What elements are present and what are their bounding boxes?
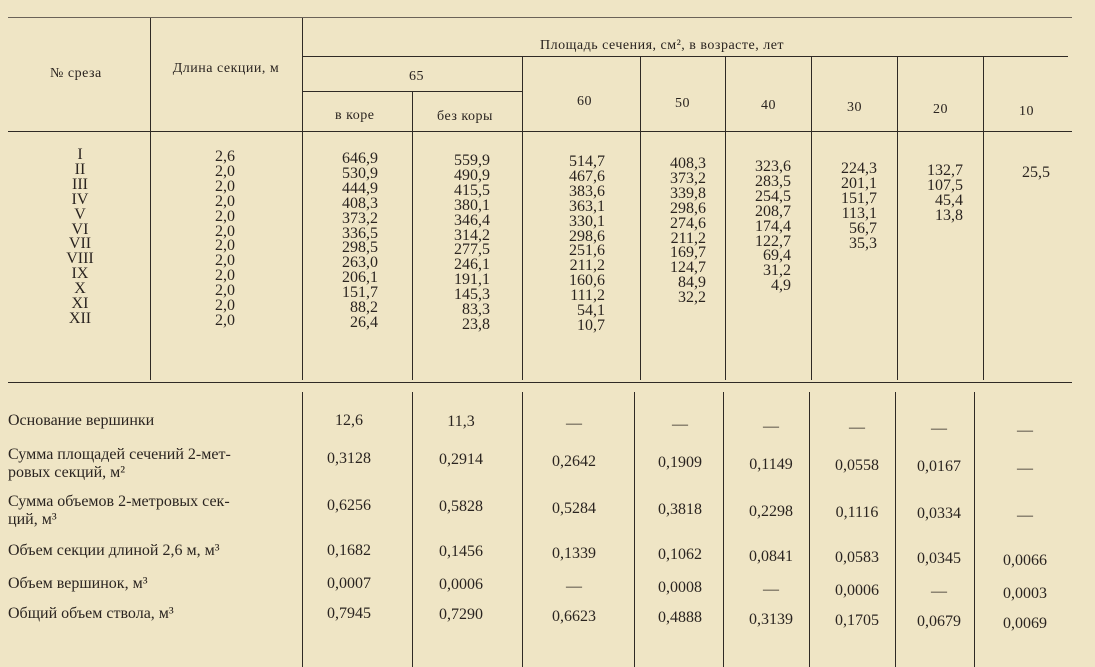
table-cell: 408,3 bbox=[670, 155, 706, 172]
table-cell: 13,8 bbox=[935, 206, 963, 224]
col-divider-8 bbox=[897, 56, 898, 380]
table-cell: 113,1 bbox=[841, 204, 877, 222]
table-cell: 363,1 bbox=[569, 197, 605, 215]
summary-cell: — bbox=[849, 419, 865, 436]
age-60-column bbox=[555, 155, 605, 334]
with-bark-column bbox=[328, 152, 378, 331]
table-cell: 490,9 bbox=[454, 166, 490, 184]
age-40-column bbox=[741, 160, 791, 294]
summary-cell: 0,0006 bbox=[835, 582, 879, 599]
header-age-65: 65 bbox=[409, 69, 424, 84]
table-cell: 31,2 bbox=[763, 262, 791, 280]
table-cell: 208,7 bbox=[755, 202, 791, 220]
table-cell: IV bbox=[71, 190, 89, 208]
header-without-bark: без коры bbox=[437, 109, 493, 124]
table-cell: 254,5 bbox=[755, 187, 791, 205]
table-cell: 467,6 bbox=[569, 167, 605, 185]
table-cell: 201,1 bbox=[841, 174, 877, 192]
header-age-20: 20 bbox=[933, 102, 948, 117]
section-length-column bbox=[205, 150, 245, 329]
table-cell: 339,8 bbox=[670, 184, 706, 202]
summary-cell: 0,1339 bbox=[552, 545, 596, 562]
table-cell: 514,7 bbox=[569, 153, 605, 170]
summary-cell: 0,0679 bbox=[917, 613, 961, 630]
header-age-50: 50 bbox=[675, 96, 690, 111]
summary-cell: — bbox=[931, 583, 947, 600]
table-cell: 206,1 bbox=[342, 269, 378, 287]
table-cell: 69,4 bbox=[763, 247, 791, 265]
table-cell: 151,7 bbox=[342, 284, 378, 302]
table-cell: 224,3 bbox=[841, 160, 877, 177]
table-cell: 251,6 bbox=[569, 242, 605, 260]
table-cell: 2,0 bbox=[215, 252, 235, 270]
summary-cell: 0,1682 bbox=[327, 542, 371, 559]
table-cell: 373,2 bbox=[670, 169, 706, 187]
table-cell: 373,2 bbox=[342, 209, 378, 227]
summary-cell: 0,2642 bbox=[552, 453, 596, 470]
summary-cell: 0,1705 bbox=[835, 612, 879, 629]
header-age-40: 40 bbox=[761, 98, 776, 113]
table-cell: 2,0 bbox=[215, 177, 235, 195]
summary-cell: 0,2914 bbox=[439, 451, 483, 468]
table-cell: 314,2 bbox=[454, 226, 490, 244]
table-cell: 277,5 bbox=[454, 241, 490, 259]
table-cell: 145,3 bbox=[454, 286, 490, 304]
summary-cell: 0,4888 bbox=[658, 609, 702, 626]
table-cell: XII bbox=[68, 309, 92, 327]
table-cell: XI bbox=[71, 295, 89, 313]
summary-cell: 0,3818 bbox=[658, 501, 702, 518]
table-cell: 330,1 bbox=[569, 212, 605, 230]
table-cell: 169,7 bbox=[670, 244, 706, 262]
table-top-rule bbox=[8, 17, 1072, 18]
table-cell: 54,1 bbox=[577, 302, 605, 320]
age-10-column bbox=[1000, 166, 1050, 181]
table-cell: 274,6 bbox=[670, 214, 706, 232]
header-area-title: Площадь сечения, см², в возрасте, лет bbox=[540, 38, 785, 53]
summary-cell: 0,7945 bbox=[327, 605, 371, 622]
summary-cell: 0,0006 bbox=[439, 576, 483, 593]
table-cell: 84,9 bbox=[678, 274, 706, 292]
table-cell: 2,0 bbox=[215, 192, 235, 210]
table-cell: 107,5 bbox=[927, 176, 963, 194]
table-cell: 530,9 bbox=[342, 164, 378, 182]
table-cell: 56,7 bbox=[849, 219, 877, 237]
table-cell: 323,6 bbox=[755, 158, 791, 175]
table-cell: 2,0 bbox=[215, 237, 235, 255]
summary-cell: — bbox=[931, 420, 947, 437]
table-cell: 10,7 bbox=[577, 316, 605, 334]
table-cell: 174,4 bbox=[755, 217, 791, 235]
table-cell: 25,5 bbox=[1022, 164, 1050, 181]
summary-row-label-line: Сумма площадей сечений 2-мет- bbox=[8, 446, 231, 463]
table-cell: 263,0 bbox=[342, 254, 378, 272]
summary-row-label bbox=[8, 446, 231, 482]
summary-cell: 12,6 bbox=[335, 412, 363, 429]
summary-row-label-line: ровых секций, м² bbox=[8, 464, 126, 481]
col-divider-3 bbox=[412, 91, 413, 380]
summary-cell: 0,1456 bbox=[439, 543, 483, 560]
table-cell: 111,2 bbox=[570, 287, 605, 305]
summary-row-label-line: Сумма объемов 2-метровых сек- bbox=[8, 493, 230, 510]
summary-cell: 0,0841 bbox=[749, 548, 793, 565]
summary-row-label bbox=[8, 493, 230, 529]
summary-cell: 0,0558 bbox=[835, 457, 879, 474]
table-cell: 83,3 bbox=[462, 301, 490, 319]
table-cell: 2,0 bbox=[215, 267, 235, 285]
summary-cell: — bbox=[1017, 507, 1033, 524]
table-cell: 336,5 bbox=[342, 224, 378, 242]
summary-cell: 0,5828 bbox=[439, 498, 483, 515]
summary-cell: 0,2298 bbox=[749, 503, 793, 520]
table-cell: IX bbox=[71, 265, 89, 283]
table-cell: 646,9 bbox=[342, 150, 378, 167]
summary-cell: 0,7290 bbox=[439, 606, 483, 623]
header-section-no: № среза bbox=[50, 66, 102, 81]
col-divider-4 bbox=[522, 56, 523, 380]
col-divider-9 bbox=[983, 56, 984, 380]
table-cell: 211,2 bbox=[569, 257, 605, 275]
table-cell: 2,0 bbox=[215, 207, 235, 225]
table-cell: 160,6 bbox=[569, 272, 605, 290]
summary-cell: 11,3 bbox=[447, 413, 475, 430]
table-cell: 298,5 bbox=[342, 239, 378, 257]
col-divider-5 bbox=[640, 56, 641, 380]
table-cell: V bbox=[74, 205, 86, 223]
summary-cell: 0,0345 bbox=[917, 550, 961, 567]
summary-row-label: Объем секции длиной 2,6 м, м³ bbox=[8, 542, 220, 559]
table-cell: VI bbox=[71, 220, 89, 238]
table-cell: 2,0 bbox=[215, 282, 235, 300]
table-cell: 444,9 bbox=[342, 179, 378, 197]
summary-row-label: Общий объем ствола, м³ bbox=[8, 605, 174, 622]
header-section-length: Длина секции, м bbox=[172, 61, 280, 76]
table-cell: 132,7 bbox=[927, 162, 963, 179]
table-cell: 124,7 bbox=[670, 259, 706, 277]
table-cell: II bbox=[74, 160, 86, 178]
table-cell: 559,9 bbox=[454, 152, 490, 169]
summary-divider-1 bbox=[302, 392, 303, 667]
summary-cell: 0,6623 bbox=[552, 608, 596, 625]
col-divider-2 bbox=[302, 18, 303, 380]
table-cell: 191,1 bbox=[454, 271, 490, 289]
table-cell: 88,2 bbox=[350, 299, 378, 317]
age-30-column bbox=[827, 162, 877, 251]
summary-cell: 0,1909 bbox=[658, 454, 702, 471]
summary-row-label: Объем вершинок, м³ bbox=[8, 575, 148, 592]
summary-cell: 0,1062 bbox=[658, 546, 702, 563]
table-cell: 380,1 bbox=[454, 196, 490, 214]
summary-cell: — bbox=[1017, 422, 1033, 439]
summary-cell: — bbox=[1017, 460, 1033, 477]
summary-cell: 0,0066 bbox=[1003, 552, 1047, 569]
summary-cell: 0,0008 bbox=[658, 579, 702, 596]
table-cell: 283,5 bbox=[755, 172, 791, 190]
summary-cell: — bbox=[566, 415, 582, 432]
summary-cell: 0,3139 bbox=[749, 611, 793, 628]
summary-cell: — bbox=[763, 418, 779, 435]
summary-cell: — bbox=[763, 581, 779, 598]
table-cell: 151,7 bbox=[841, 189, 877, 207]
header-age-10: 10 bbox=[1019, 104, 1034, 119]
table-cell: 2,0 bbox=[215, 162, 235, 180]
summary-cell: 0,0334 bbox=[917, 505, 961, 522]
header-age-60: 60 bbox=[577, 94, 592, 109]
summary-row-label-line: ций, м³ bbox=[8, 511, 57, 528]
table-cell: 2,0 bbox=[215, 297, 235, 315]
age-50-column bbox=[656, 157, 706, 306]
summary-cell: 0,3128 bbox=[327, 450, 371, 467]
section-numerals-column bbox=[55, 148, 105, 327]
summary-cell: 0,1116 bbox=[835, 504, 879, 521]
summary-cell: 0,0583 bbox=[835, 549, 879, 566]
col-divider-6 bbox=[725, 56, 726, 380]
table-cell: 2,6 bbox=[215, 148, 235, 165]
table-cell: 35,3 bbox=[849, 234, 877, 252]
body-bottom-rule bbox=[8, 382, 1072, 383]
col-divider-1 bbox=[150, 18, 151, 380]
table-cell: 415,5 bbox=[454, 181, 490, 199]
table-cell: 246,1 bbox=[454, 256, 490, 274]
table-cell: 32,2 bbox=[678, 289, 706, 307]
without-bark-column bbox=[440, 154, 490, 333]
table-cell: 346,4 bbox=[454, 211, 490, 229]
table-cell: 4,9 bbox=[771, 277, 791, 295]
header-with-bark: в коре bbox=[335, 108, 375, 123]
summary-cell: 0,0007 bbox=[327, 575, 371, 592]
table-cell: 45,4 bbox=[935, 191, 963, 209]
table-cell: 408,3 bbox=[342, 194, 378, 212]
table-cell: 2,0 bbox=[215, 311, 235, 329]
summary-cell: 0,6256 bbox=[327, 497, 371, 514]
summary-cell: — bbox=[566, 578, 582, 595]
table-cell: VIII bbox=[66, 250, 94, 268]
table-cell: VII bbox=[68, 235, 92, 253]
table-cell: X bbox=[74, 280, 86, 298]
summary-cell: — bbox=[672, 416, 688, 433]
summary-cell: 0,0069 bbox=[1003, 615, 1047, 632]
summary-row-label: Основание вершинки bbox=[8, 412, 155, 429]
col-divider-7 bbox=[811, 56, 812, 380]
summary-divider-4 bbox=[634, 392, 635, 667]
table-cell: 23,8 bbox=[462, 315, 490, 333]
summary-divider-3 bbox=[522, 392, 523, 667]
table-cell: 383,6 bbox=[569, 182, 605, 200]
summary-divider-2 bbox=[412, 392, 413, 667]
header-rule-area bbox=[302, 56, 1068, 57]
header-age-30: 30 bbox=[847, 100, 862, 115]
table-cell: 298,6 bbox=[569, 227, 605, 245]
table-cell: 2,0 bbox=[215, 222, 235, 240]
age-20-column bbox=[913, 164, 963, 224]
table-cell: 211,2 bbox=[670, 229, 706, 247]
table-cell: 298,6 bbox=[670, 199, 706, 217]
summary-cell: 0,1149 bbox=[749, 456, 793, 473]
summary-cell: 0,0167 bbox=[917, 458, 961, 475]
header-bottom-rule bbox=[8, 131, 1072, 132]
table-cell: I bbox=[77, 146, 83, 163]
summary-divider-5 bbox=[723, 392, 724, 667]
table-cell: III bbox=[72, 175, 88, 193]
summary-cell: 0,0003 bbox=[1003, 585, 1047, 602]
table-cell: 26,4 bbox=[350, 313, 378, 331]
summary-cell: 0,5284 bbox=[552, 500, 596, 517]
table-cell: 122,7 bbox=[755, 232, 791, 250]
